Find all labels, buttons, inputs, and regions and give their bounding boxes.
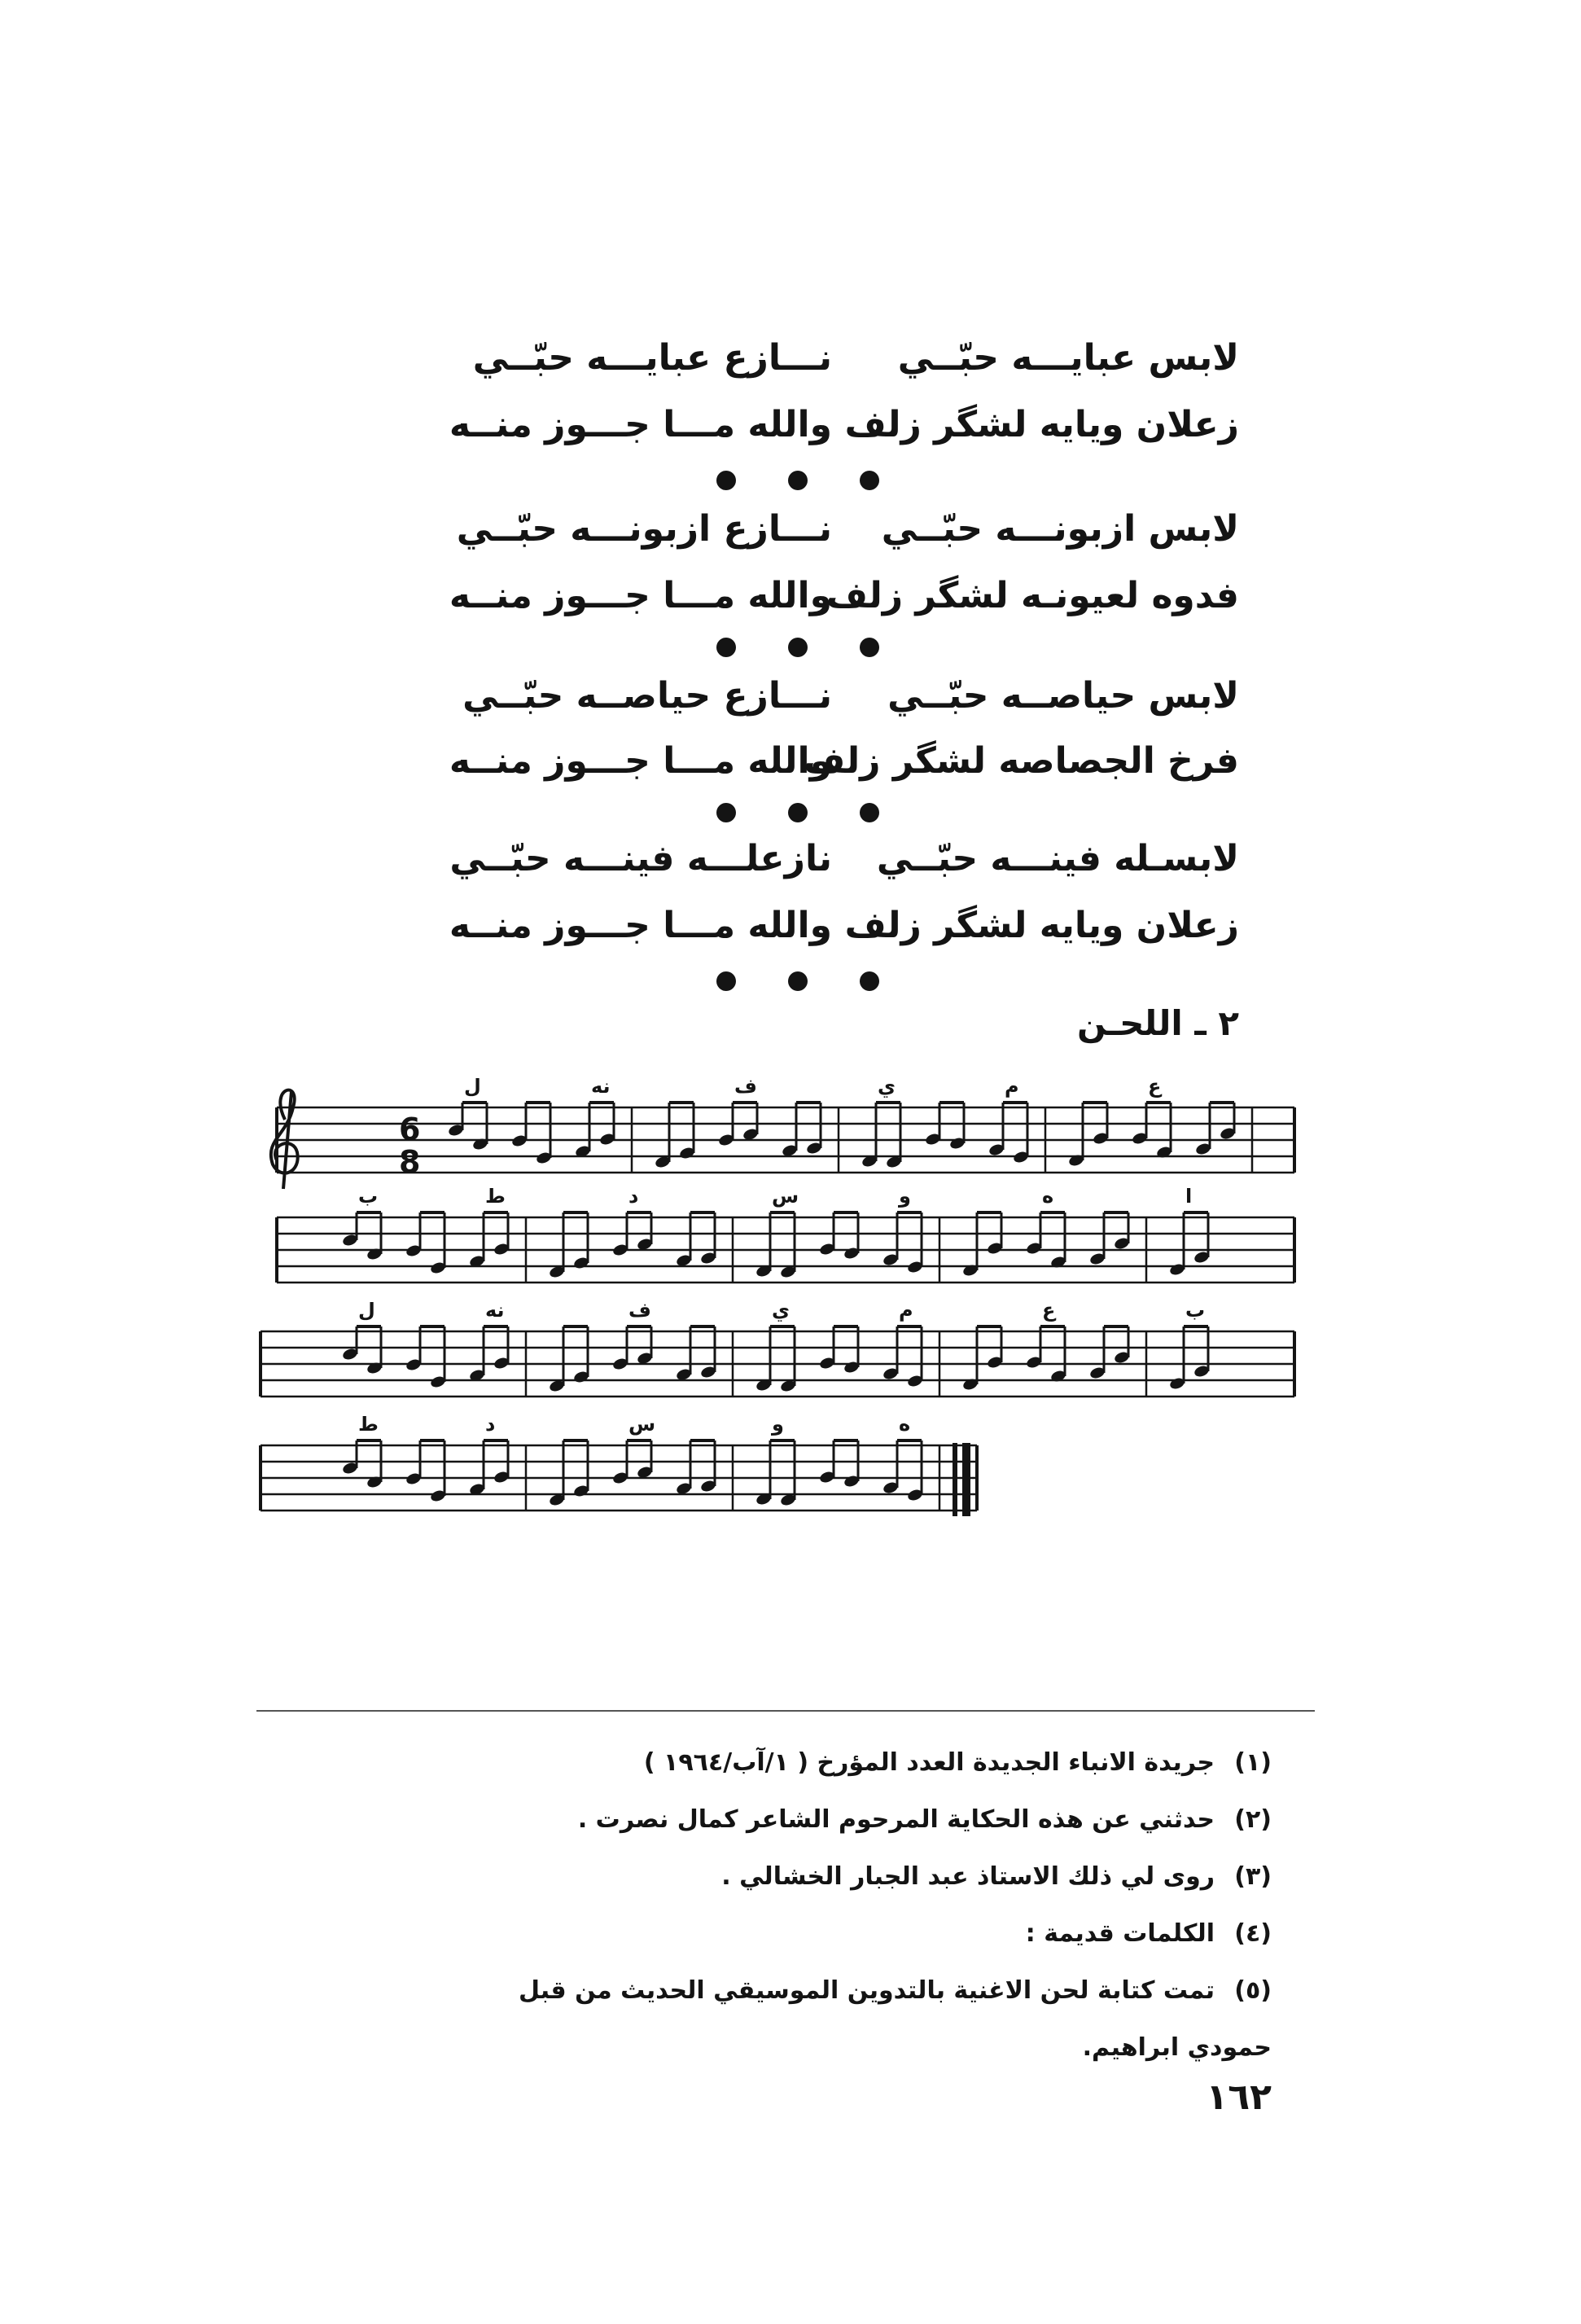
separator-dot	[788, 471, 808, 490]
note-letter: ب	[1185, 1299, 1206, 1322]
note-groups	[341, 1103, 1252, 1511]
note-letter: ي	[772, 1299, 790, 1322]
note-group	[882, 1326, 923, 1388]
note-group	[755, 1326, 796, 1393]
note-group	[1025, 1212, 1066, 1269]
section-heading: ٢ ـ اللحـن	[1077, 1003, 1239, 1043]
note-letter: د	[628, 1185, 639, 1208]
footnote-divider	[256, 1710, 1315, 1712]
stanza-separator	[716, 800, 879, 825]
verse-line	[360, 326, 1239, 391]
verse-first-hemistich: زعلان ويايه لشگر زلف	[844, 404, 1239, 445]
footnote	[458, 1905, 1272, 1962]
note-group	[924, 1103, 966, 1151]
note-group	[341, 1440, 383, 1489]
footnote-number: (٥)	[1234, 1976, 1272, 2005]
note-group	[818, 1326, 860, 1375]
note-letter: ل	[464, 1075, 481, 1098]
verse-line	[360, 497, 1239, 562]
note-group	[882, 1440, 923, 1502]
separator-dot	[860, 803, 879, 822]
note-letter: ط	[485, 1185, 506, 1208]
note-group	[755, 1440, 796, 1507]
time-signature	[399, 1112, 420, 1180]
note-group	[961, 1212, 1003, 1278]
note-letter: ط	[358, 1413, 379, 1436]
verse-line	[360, 664, 1239, 729]
page-number: ١٦٢	[1206, 2076, 1272, 2118]
note-group	[1131, 1103, 1172, 1160]
footnote	[458, 1962, 1272, 2019]
final-barline	[953, 1443, 970, 1516]
note-group	[818, 1440, 860, 1489]
footnote	[458, 1734, 1272, 1791]
separator-dot	[860, 638, 879, 657]
stanza-separator	[716, 969, 879, 993]
verse-line	[360, 827, 1239, 892]
note-letter: س	[628, 1413, 656, 1436]
note-group	[781, 1103, 822, 1158]
verse-second-hemistich: والله مـــا جـــوز منــه	[449, 575, 832, 616]
note-letter: نه	[591, 1075, 611, 1098]
note-group	[548, 1440, 589, 1507]
footnote-text: جريدة الانباء الجديدة العدد المؤرخ ( ١/آب/١٩٦٤ )	[643, 1748, 1215, 1777]
note-group	[341, 1326, 383, 1375]
note-group	[818, 1212, 860, 1261]
note-group	[468, 1440, 510, 1497]
footnote-number: (٣)	[1234, 1862, 1272, 1891]
verse-first-hemistich: لابس حياصــه حبّــي	[887, 675, 1239, 717]
note-group	[574, 1103, 615, 1159]
note-group	[1088, 1212, 1130, 1266]
stanza-separator	[716, 468, 879, 493]
note-group	[341, 1212, 383, 1261]
note-letter: ع	[1148, 1075, 1162, 1098]
note-letter: ع	[1042, 1299, 1056, 1322]
footnote-number: (١)	[1234, 1748, 1272, 1777]
note-group	[1194, 1103, 1236, 1156]
note-letter: م	[899, 1299, 913, 1322]
footnote-number: (٢)	[1234, 1805, 1272, 1834]
verse-second-hemistich: والله مـــا جـــوز منــه	[449, 905, 832, 946]
verse-second-hemistich: نـــازع ازبونـــه حبّــي	[456, 508, 832, 550]
verse-second-hemistich: والله مـــا جـــوز منــه	[449, 740, 832, 782]
note-group	[675, 1212, 716, 1268]
note-letter: ب	[358, 1185, 379, 1208]
note-group	[961, 1326, 1003, 1392]
note-letter: ا	[1185, 1185, 1193, 1208]
separator-dot	[860, 971, 879, 991]
note-letter: ه	[1042, 1185, 1054, 1208]
separator-dot	[788, 971, 808, 991]
note-group	[755, 1212, 796, 1279]
separator-dot	[788, 803, 808, 822]
footnote-text: حدثني عن هذه الحكاية المرحوم الشاعر كمال نصرت .	[577, 1805, 1215, 1834]
note-letters	[358, 1075, 1205, 1436]
note-letter: س	[772, 1185, 799, 1208]
note-group	[548, 1212, 589, 1279]
note-group	[861, 1103, 902, 1169]
note-letter: ه	[899, 1413, 911, 1436]
separator-dot	[860, 471, 879, 490]
note-letter: و	[772, 1413, 784, 1436]
footnote-text: تمت كتابة لحن الاغنية بالتدوين الموسيقي الحديث من قبل	[519, 1976, 1215, 2005]
verse-first-hemistich: لابسـله فينـــه حبّــي	[876, 838, 1239, 879]
note-group	[882, 1212, 923, 1274]
note-group	[468, 1212, 510, 1269]
verse-second-hemistich: والله مـــا جـــوز منــه	[449, 404, 832, 445]
footnote	[458, 1791, 1272, 1848]
separator-dot	[716, 803, 736, 822]
note-letter: نه	[485, 1299, 505, 1322]
verse-second-hemistich: نـــازع حياصــه حبّــي	[462, 675, 832, 717]
note-group	[468, 1326, 510, 1383]
note-group	[447, 1103, 488, 1151]
separator-dot	[716, 971, 736, 991]
note-group	[675, 1440, 716, 1496]
verse-line	[360, 893, 1239, 958]
note-letter: ل	[358, 1299, 375, 1322]
footnote-text: روى لي ذلك الاستاذ عبد الجبار الخشالي .	[721, 1862, 1215, 1891]
note-group	[548, 1326, 589, 1393]
verse-line	[360, 563, 1239, 629]
note-letter: ف	[734, 1075, 757, 1098]
verse-second-hemistich: نـــازع عبايـــه حبّــي	[472, 337, 832, 379]
note-group	[654, 1103, 695, 1169]
footnote	[458, 1848, 1272, 1905]
separator-dot	[788, 638, 808, 657]
verse-first-hemistich: زعلان ويايه لشگر زلف	[844, 905, 1239, 946]
verse-second-hemistich: نازعلـــه فينـــه حبّــي	[449, 838, 832, 879]
note-group	[988, 1103, 1029, 1164]
footnote-continuation: حمودي ابراهيم.	[1082, 2033, 1272, 2062]
verse-first-hemistich: لابس عبايـــه حبّــي	[897, 337, 1239, 379]
note-group	[1067, 1103, 1109, 1168]
note-letter: و	[899, 1185, 911, 1208]
footnote-number: (٤)	[1234, 1919, 1272, 1948]
footnote-text: الكلمات قديمة :	[1025, 1919, 1215, 1948]
verse-line	[360, 392, 1239, 458]
music-notation	[244, 1059, 1327, 1531]
verse-first-hemistich: لابس ازبونـــه حبّــي	[881, 508, 1239, 550]
note-group	[1025, 1326, 1066, 1383]
note-letter: ي	[878, 1075, 896, 1098]
verse-first-hemistich: فرخ الجصاصه لشگر زلف	[804, 740, 1239, 782]
note-group	[1088, 1326, 1130, 1380]
note-letter: د	[485, 1413, 496, 1436]
note-letter: ف	[628, 1299, 651, 1322]
note-group	[675, 1326, 716, 1382]
time-signature-top: 6	[399, 1112, 421, 1147]
note-letter: م	[1005, 1075, 1019, 1098]
time-signature-bottom: 8	[399, 1144, 421, 1180]
stanza-separator	[716, 635, 879, 660]
verse-line	[360, 729, 1239, 794]
verse-first-hemistich: فدوه لعيونـه لشگر زلف	[826, 575, 1239, 616]
separator-dot	[716, 471, 736, 490]
separator-dot	[716, 638, 736, 657]
footnotes	[458, 1734, 1272, 2076]
